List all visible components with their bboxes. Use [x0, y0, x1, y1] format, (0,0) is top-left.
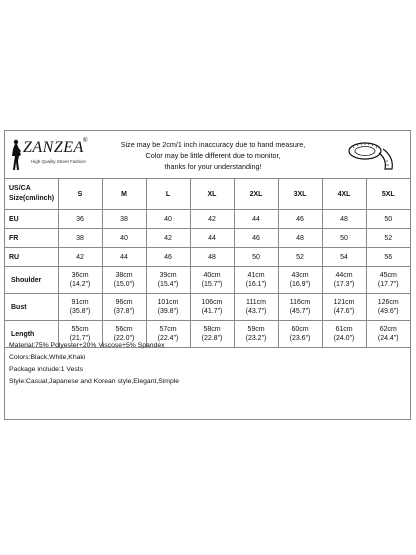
cm-value: 111cm [246, 299, 266, 306]
cm-value: 39cm [159, 272, 177, 279]
cm-value: 45cm [379, 272, 397, 279]
size-header-row [5, 179, 410, 210]
inch-value: (17.7") [377, 281, 399, 288]
header-label-line: Size(cm/inch) [9, 195, 55, 202]
table-cell: 40 [146, 210, 190, 229]
cm-value: 96cm [115, 299, 133, 306]
measure-cell [58, 294, 102, 321]
inch-value: (43.7") [245, 308, 267, 315]
notice-line: Color may be little different due to monitor, [145, 151, 281, 160]
inch-value: (37.8") [113, 308, 135, 315]
colors-text: Colors:Black,White,Khaki [9, 354, 86, 361]
row-label: Length [5, 321, 58, 348]
table-cell: 40 [102, 229, 146, 248]
table-row-eu [5, 210, 410, 229]
notice-line: Size may be 2cm/1 inch inaccuracy due to hand measure, [120, 140, 306, 149]
cm-value: 59cm [247, 326, 265, 333]
inch-value: (24.4") [377, 335, 399, 342]
cm-value: 61cm [335, 326, 353, 333]
cm-value: 38cm [115, 272, 133, 279]
measure-cell [234, 294, 278, 321]
table-cell: 54 [322, 248, 366, 267]
cm-value: 106cm [201, 299, 223, 306]
inch-value: (15.7") [201, 281, 223, 288]
table-row-shoulder [5, 267, 410, 294]
size-cell: 4XL [322, 179, 366, 210]
table-cell: 52 [278, 248, 322, 267]
cm-value: 43cm [291, 272, 309, 279]
size-table [5, 178, 410, 348]
inch-value: (23.6") [289, 335, 311, 342]
size-chart [4, 130, 411, 420]
cm-value: 36cm [71, 272, 89, 279]
style-text: Style:Casual,Japanese and Korean style,Elegant,Simple [9, 378, 180, 385]
inch-value: (16.9") [289, 281, 311, 288]
cm-value: 116cm [289, 299, 311, 306]
table-cell: 38 [102, 210, 146, 229]
table-cell: 42 [190, 210, 234, 229]
cm-value: 57cm [159, 326, 177, 333]
inch-value: (35.8") [69, 308, 91, 315]
inch-value: (47.6") [333, 308, 355, 315]
cm-value: 126cm [377, 299, 399, 306]
table-cell: 44 [234, 210, 278, 229]
measure-cell [366, 267, 410, 294]
inch-value: (21.7") [69, 335, 91, 342]
size-header-label [5, 179, 58, 210]
size-cell: M [102, 179, 146, 210]
cm-value: 40cm [203, 272, 221, 279]
cm-value: 101cm [157, 299, 179, 306]
row-label: Bust [5, 294, 58, 321]
notice-line: thanks for your understanding! [164, 162, 262, 171]
table-cell: 44 [102, 248, 146, 267]
measure-cell [58, 267, 102, 294]
table-row-bust [5, 294, 410, 321]
size-cell: XL [190, 179, 234, 210]
table-row-fr [5, 229, 410, 248]
inch-value: (15.4") [157, 281, 179, 288]
fashion-figure-icon [9, 139, 23, 171]
brand-name: ZANZEA [23, 139, 84, 156]
inch-value: (17.3") [333, 281, 355, 288]
inch-value: (41.7") [201, 308, 223, 315]
cm-value: 91cm [71, 299, 89, 306]
table-cell: 48 [322, 210, 366, 229]
measure-cell [102, 267, 146, 294]
inch-value: (15.0") [113, 281, 135, 288]
measure-cell [278, 294, 322, 321]
inch-value: (39.8") [157, 308, 179, 315]
row-label: FR [5, 229, 58, 248]
table-cell: 50 [366, 210, 410, 229]
table-cell: 48 [190, 248, 234, 267]
table-cell: 50 [322, 229, 366, 248]
row-label: RU [5, 248, 58, 267]
inch-value: (16.1") [245, 281, 267, 288]
measure-cell [146, 267, 190, 294]
table-cell: 42 [58, 248, 102, 267]
inch-value: (22.0") [113, 335, 135, 342]
measure-cell [322, 294, 366, 321]
inch-value: (45.7") [289, 308, 311, 315]
cm-value: 41cm [247, 272, 265, 279]
table-cell: 48 [278, 229, 322, 248]
row-label: Shoulder [5, 267, 58, 294]
table-cell: 52 [366, 229, 410, 248]
measuring-tape-icon [345, 137, 397, 173]
cm-value: 121cm [333, 299, 355, 306]
size-cell: S [58, 179, 102, 210]
cm-value: 60cm [291, 326, 309, 333]
table-cell: 46 [234, 229, 278, 248]
table-cell: 36 [58, 210, 102, 229]
inch-value: (49.6") [377, 308, 399, 315]
registered-mark: ® [83, 138, 88, 144]
package-text: Package include:1 Vests [9, 366, 84, 373]
measure-cell [322, 267, 366, 294]
inch-value: (14.2") [69, 281, 91, 288]
cm-value: 62cm [379, 326, 397, 333]
brand-logo [9, 137, 93, 173]
size-cell: L [146, 179, 190, 210]
inch-value: (23.2") [245, 335, 267, 342]
cm-value: 58cm [203, 326, 221, 333]
size-cell: 5XL [366, 179, 410, 210]
table-cell: 56 [366, 248, 410, 267]
measure-cell [102, 294, 146, 321]
size-chart-header [5, 131, 410, 179]
measure-cell [278, 267, 322, 294]
cm-value: 56cm [115, 326, 133, 333]
measure-cell [366, 294, 410, 321]
table-cell: 46 [146, 248, 190, 267]
brand-tagline: High Quality Street Fashion [31, 159, 87, 164]
cm-value: 44cm [335, 272, 353, 279]
table-cell: 50 [234, 248, 278, 267]
size-cell: 2XL [234, 179, 278, 210]
product-info [9, 340, 405, 388]
measure-cell [190, 294, 234, 321]
table-cell: 42 [146, 229, 190, 248]
table-cell: 38 [58, 229, 102, 248]
cm-value: 55cm [71, 326, 89, 333]
size-cell: 3XL [278, 179, 322, 210]
measure-cell [234, 267, 278, 294]
table-row-ru [5, 248, 410, 267]
table-cell: 44 [190, 229, 234, 248]
inch-value: (22.8") [201, 335, 223, 342]
measurement-notice [105, 139, 321, 172]
table-cell: 46 [278, 210, 322, 229]
material-text: Material:75% Polyester+20% Viscose+5% Spandex [9, 342, 165, 349]
row-label: EU [5, 210, 58, 229]
inch-value: (24.0") [333, 335, 355, 342]
header-label-line: US/CA [9, 185, 31, 192]
inch-value: (22.4") [157, 335, 179, 342]
measure-cell [146, 294, 190, 321]
measure-cell [190, 267, 234, 294]
